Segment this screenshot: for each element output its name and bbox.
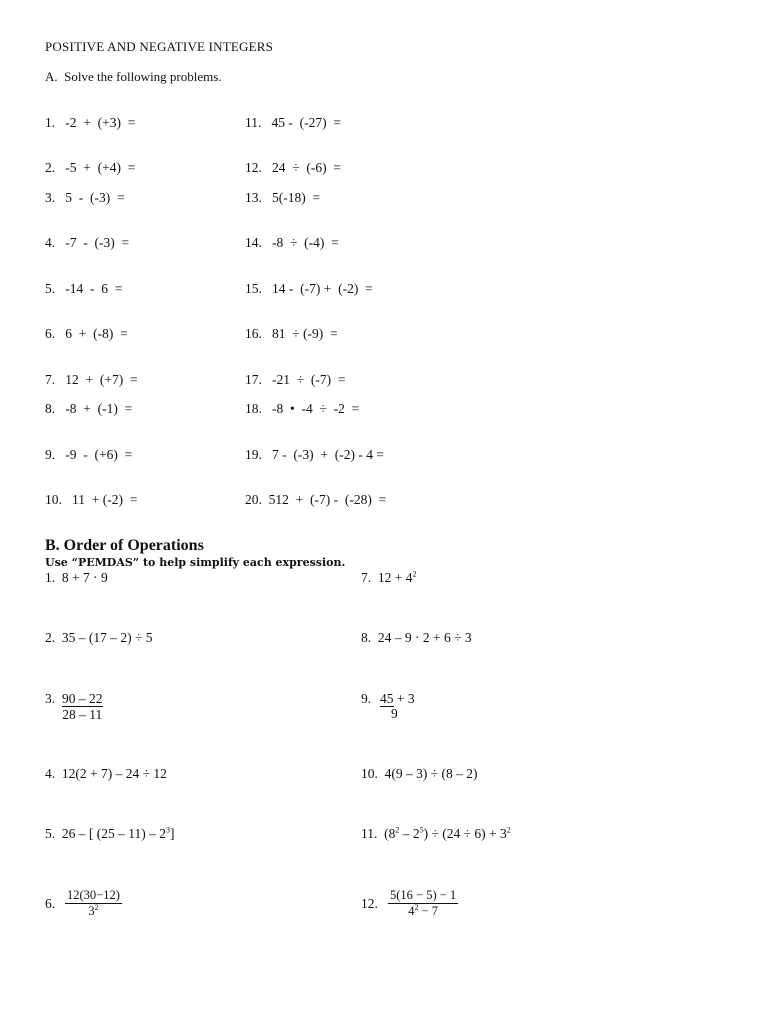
problem-a-6: 6. 6 + (-8) = [45,326,128,341]
problem-b-6-den-exponent: 2 [94,902,99,912]
problem-b-3-label: 3. [45,691,56,706]
section-b-heading: B. Order of Operations [45,537,204,554]
problem-a-1: 1. -2 + (+3) = [45,115,136,130]
problem-b-7 [361,570,417,586]
problem-b-3-fraction [62,691,103,722]
problem-a-3: 3. 5 - (-3) = [45,190,125,205]
problem-b-11-part-c: ) ÷ (24 ÷ 6) + 3 [423,826,507,841]
problem-b-9-top [380,691,415,707]
problem-a-19: 19. 7 - (-3) + (-2) - 4 = [245,447,384,462]
problem-b-12-den-base: 4 [408,904,415,918]
problem-b-6-numerator: 12(30−12) [67,888,120,902]
problem-b-8: 8. 24 – 9 · 2 + 6 ÷ 3 [361,630,472,645]
problem-b-2: 2. 35 – (17 – 2) ÷ 5 [45,630,153,645]
problem-a-7: 7. 12 + (+7) = [45,372,138,387]
problem-b-6-den-base: 3 [88,904,95,918]
problem-b-7-exponent: 2 [412,569,417,579]
problem-b-6-fraction [65,888,122,919]
problem-a-16: 16. 81 ÷ (-9) = [245,326,338,341]
problem-a-11: 11. 45 - (-27) = [245,115,341,130]
problem-b-4: 4. 12(2 + 7) – 24 ÷ 12 [45,766,167,781]
problem-a-18: 18. -8 • -4 ÷ -2 = [245,401,360,416]
section-a-heading: A. Solve the following problems. [45,69,222,84]
problem-b-6-denominator [65,904,122,919]
problem-b-9-label: 9. [361,691,372,706]
problem-a-5: 5. -14 - 6 = [45,281,123,296]
problem-b-3-denominator: 28 – 11 [62,707,103,722]
problem-b-12-denominator [388,904,458,919]
problem-b-9-denominator: 9 [391,706,398,721]
problem-a-12: 12. 24 ÷ (-6) = [245,160,342,175]
problem-a-4: 4. -7 - (-3) = [45,235,130,250]
page-title: POSITIVE AND NEGATIVE INTEGERS [45,39,274,54]
problem-b-1: 1. 8 + 7 · 9 [45,570,108,585]
problem-b-6-label: 6. [45,896,56,911]
problem-b-9-numerator: 45 [380,691,394,706]
problem-b-11-exp-2: 5 [419,825,424,835]
problem-b-7-text: 7. 12 + 4 [361,570,413,585]
problem-b-12-den-rest: − 7 [418,904,438,918]
problem-b-11-exp-3: 2 [506,825,511,835]
problem-b-12-den-exponent: 2 [414,902,419,912]
problem-a-10: 10. 11 + (-2) = [45,492,138,507]
problem-b-12-label: 12. [361,896,378,911]
problem-a-13: 13. 5(-18) = [245,190,321,205]
problem-b-3-numerator: 90 – 22 [62,691,103,706]
problem-a-15: 15. 14 - (-7) + (-2) = [245,281,373,296]
problem-a-20: 20. 512 + (-7) - (-28) = [245,492,387,507]
problem-a-14: 14. -8 ÷ (-4) = [245,235,339,250]
problem-b-11-part-b: – 2 [399,826,420,841]
problem-b-11-exp-1: 2 [395,825,400,835]
problem-b-5-exponent: 3 [166,825,170,835]
section-b-instruction: Use “PEMDAS” to help simplify each expression. [45,556,346,569]
problem-b-5-bracket: ] [170,826,175,841]
problem-b-11 [361,826,511,842]
problem-b-12-numerator: 5(16 − 5) − 1 [390,888,457,902]
problem-b-5-text: 5. 26 – [ (25 – 11) – 2 [45,826,166,841]
problem-b-9-addend: + 3 [393,691,415,706]
problem-b-12-fraction [388,888,458,919]
problem-b-5 [45,826,175,842]
problem-a-8: 8. -8 + (-1) = [45,401,133,416]
problem-b-11-part-a: 11. (8 [361,826,396,841]
problem-a-9: 9. -9 - (+6) = [45,447,133,462]
problem-a-2: 2. -5 + (+4) = [45,160,136,175]
problem-a-17: 17. -21 ÷ (-7) = [245,372,346,387]
problem-b-10: 10. 4(9 – 3) ÷ (8 – 2) [361,766,478,781]
